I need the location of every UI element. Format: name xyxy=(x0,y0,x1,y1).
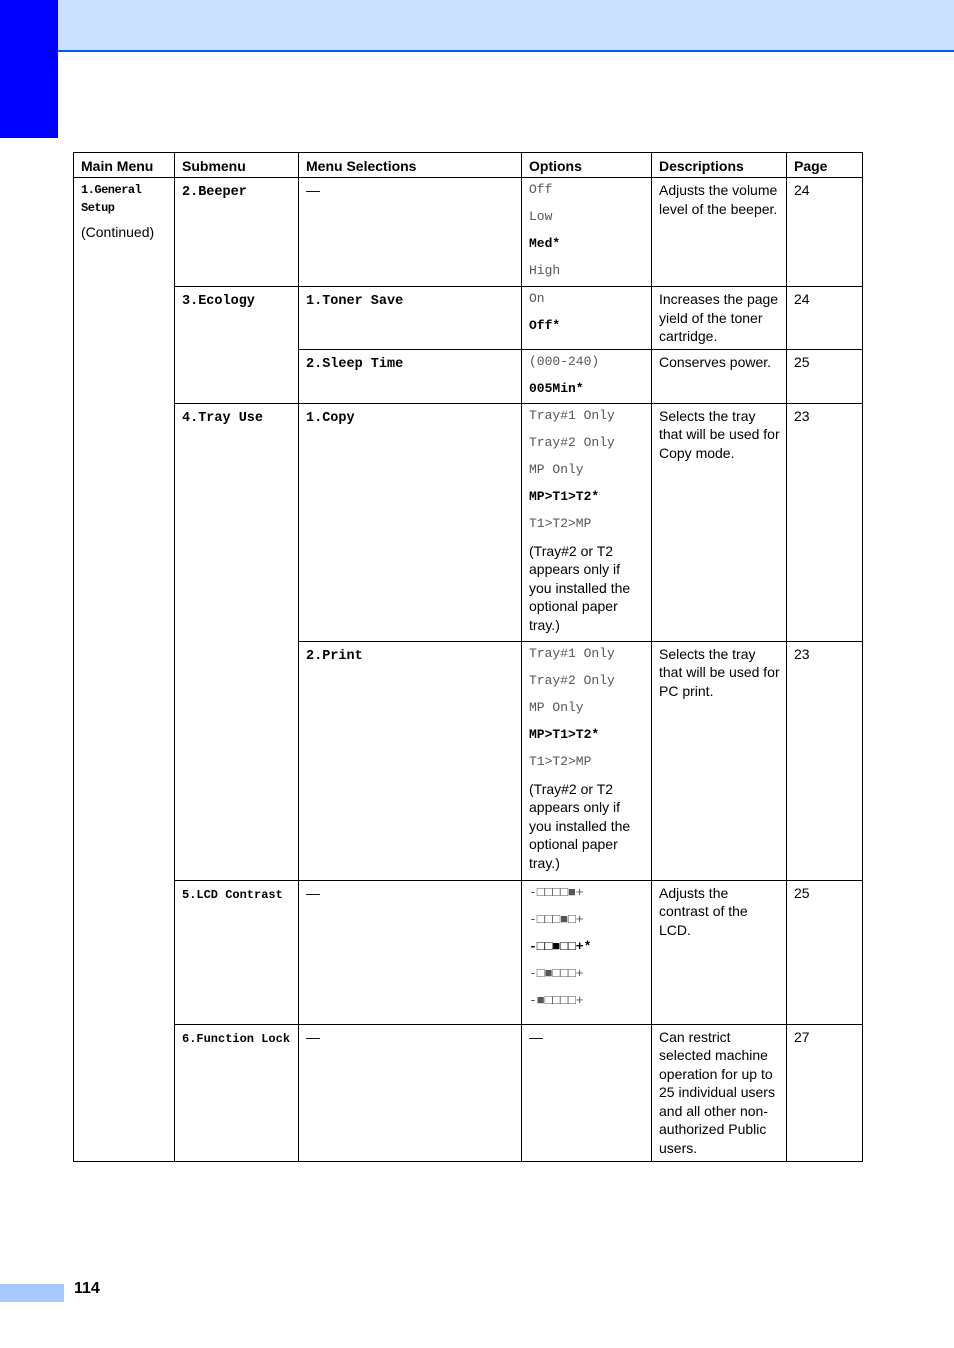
main-menu-cell xyxy=(74,178,175,1162)
option-item: T1>T2>MP xyxy=(529,753,592,769)
description-cell: Adjusts the volume level of the beeper. xyxy=(652,178,787,287)
main-menu-label: 1.General Setup xyxy=(81,183,142,215)
page-cell: 23 xyxy=(787,403,863,641)
selection-dash: — xyxy=(306,182,320,198)
option-item: -□■□□□+ xyxy=(529,965,584,981)
option-item: Off xyxy=(529,182,553,197)
col-options: Options xyxy=(522,153,652,178)
options-cell xyxy=(522,403,652,641)
option-note: (Tray#2 or T2 appears only if you installed the optional paper tray.) xyxy=(529,542,631,633)
selection-toner-save: 1.Toner Save xyxy=(306,294,404,309)
page-number: 114 xyxy=(74,1280,100,1297)
page-cell: 27 xyxy=(787,1024,863,1161)
options-cell xyxy=(522,349,652,403)
table-row xyxy=(74,287,863,350)
col-page: Page xyxy=(787,153,863,178)
description-cell: Selects the tray that will be used for Copy mode. xyxy=(652,403,787,641)
option-item-default: 005Min* xyxy=(529,380,584,396)
option-item-default: Med* xyxy=(529,236,561,251)
options-cell xyxy=(522,880,652,1024)
option-item: Tray#1 Only xyxy=(529,645,615,661)
option-item: On xyxy=(529,291,545,306)
selection-cell xyxy=(299,641,522,880)
selection-print: 2.Print xyxy=(306,648,363,664)
option-item-default: MP>T1>T2* xyxy=(529,726,600,742)
selection-cell xyxy=(299,403,522,641)
page-cell: 23 xyxy=(787,641,863,880)
selection-cell xyxy=(299,349,522,403)
option-item: Tray#2 Only xyxy=(529,672,615,688)
selection-copy: 1.Copy xyxy=(306,410,355,426)
page-cell: 24 xyxy=(787,287,863,350)
option-note: (Tray#2 or T2 appears only if you installed the optional paper tray.) xyxy=(529,780,631,871)
option-item: Tray#2 Only xyxy=(529,434,615,450)
options-cell xyxy=(522,178,652,287)
col-descriptions: Descriptions xyxy=(652,153,787,178)
option-item: T1>T2>MP xyxy=(529,515,592,531)
description-cell: Can restrict selected machine operation for up to 25 individual users and all other non-authorized Public users. xyxy=(652,1024,787,1161)
col-main-menu: Main Menu xyxy=(74,153,175,178)
submenu-beeper: 2.Beeper xyxy=(182,185,247,200)
submenu-cell xyxy=(175,178,299,287)
option-item: (000-240) xyxy=(529,353,600,369)
description-cell: Selects the tray that will be used for PC print. xyxy=(652,641,787,880)
option-item: MP Only xyxy=(529,699,584,715)
page-cell: 25 xyxy=(787,880,863,1024)
continued-label: (Continued) xyxy=(81,224,155,240)
page-cell: 25 xyxy=(787,349,863,403)
option-item: -□□□■□+ xyxy=(529,911,584,927)
option-item: Tray#1 Only xyxy=(529,407,615,423)
option-item: Low xyxy=(529,209,553,224)
col-submenu: Submenu xyxy=(175,153,299,178)
option-item: -□□□□■+ xyxy=(529,884,584,900)
page-cell: 24 xyxy=(787,178,863,287)
option-dash: — xyxy=(529,1028,543,1045)
submenu-function-lock: 6.Function Lock xyxy=(182,1031,291,1046)
option-item: -■□□□□+ xyxy=(529,992,584,1008)
table-row xyxy=(74,178,863,287)
selection-dash: — xyxy=(306,1028,320,1045)
option-item-default: MP>T1>T2* xyxy=(529,488,600,504)
selection-cell xyxy=(299,1024,522,1161)
selection-dash: — xyxy=(306,884,320,901)
submenu-ecology: 3.Ecology xyxy=(182,294,255,309)
description-cell: Increases the page yield of the toner cartridge. xyxy=(652,287,787,350)
table-row xyxy=(74,403,863,641)
header-band xyxy=(58,0,954,52)
footer-bar xyxy=(0,1284,64,1302)
option-item: MP Only xyxy=(529,461,584,477)
options-cell xyxy=(522,1024,652,1161)
description-cell: Conserves power. xyxy=(652,349,787,403)
selection-cell xyxy=(299,178,522,287)
submenu-tray-use: 4.Tray Use xyxy=(182,410,264,426)
option-item-default: Off* xyxy=(529,318,561,333)
option-item-default: -□□■□□+* xyxy=(529,938,592,954)
submenu-cell xyxy=(175,287,299,404)
table-row xyxy=(74,1024,863,1161)
options-cell xyxy=(522,641,652,880)
selection-sleep-time: 2.Sleep Time xyxy=(306,356,404,372)
submenu-cell xyxy=(175,403,299,880)
description-cell: Adjusts the contrast of the LCD. xyxy=(652,880,787,1024)
col-menu-selections: Menu Selections xyxy=(299,153,522,178)
chapter-tab xyxy=(0,0,58,138)
submenu-cell xyxy=(175,880,299,1024)
settings-table xyxy=(73,152,863,1162)
option-item: High xyxy=(529,263,561,278)
submenu-lcd-contrast: 5.LCD Contrast xyxy=(182,887,283,902)
selection-cell xyxy=(299,880,522,1024)
table-row xyxy=(74,880,863,1024)
selection-cell xyxy=(299,287,522,350)
options-cell xyxy=(522,287,652,350)
submenu-cell xyxy=(175,1024,299,1161)
table-header-row xyxy=(74,153,863,178)
